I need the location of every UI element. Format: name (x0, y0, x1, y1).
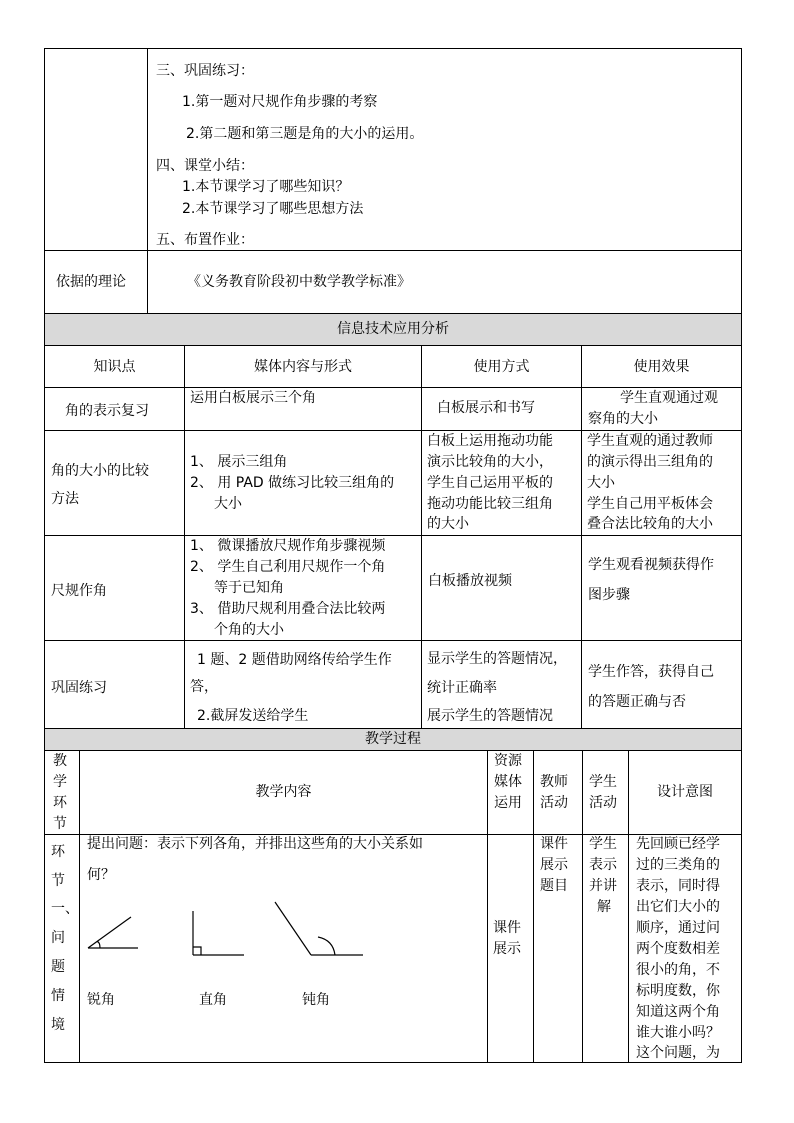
stage-char-5: 题 (51, 959, 65, 975)
row3-effect-line2: 图步骤 (588, 587, 630, 603)
stage-char-7: 境 (51, 1017, 65, 1033)
row2-usage-line4: 拖动功能比较三组角 (427, 496, 553, 512)
practice-item-1: 1.第一题对尺规作角步骤的考察 (182, 94, 378, 110)
student-line2: 表示 (589, 857, 617, 873)
header-usage: 使用方式 (473, 359, 530, 375)
teacher-line3: 题目 (540, 878, 568, 894)
intent-line5: 顺序，通过问 (636, 920, 720, 936)
stage-char-6: 情 (51, 988, 65, 1004)
intent-line8: 标明度数，你 (636, 983, 720, 999)
teacher-line2: 展示 (540, 857, 568, 873)
row4-effect-line1: 学生作答，获得自己 (588, 664, 714, 680)
intent-line3: 表示，同时得 (636, 878, 720, 894)
resource-line2: 展示 (493, 941, 521, 957)
row2-effect-line3: 大小 (587, 475, 615, 491)
process-title: 教学过程 (365, 731, 421, 747)
header-student-1: 学生 (589, 774, 617, 790)
summary-item-1: 1.本节课学习了哪些知识？ (182, 179, 350, 195)
row2-usage-line3: 学生自己运用平板的 (427, 475, 553, 491)
intent-line2: 过的三类角的 (636, 857, 720, 873)
row2-point-line1: 角的大小的比较 (51, 463, 149, 479)
section-heading-summary: 四、课堂小结： (156, 158, 254, 174)
row2-usage-line5: 的大小 (427, 516, 469, 532)
row3-point: 尺规作角 (51, 583, 107, 599)
row2-effect-line1: 学生直观的通过教师 (587, 433, 713, 449)
row1-usage: 白板展示和书写 (437, 400, 535, 416)
stage-char-1: 环 (51, 844, 65, 860)
practice-item-2: 2.第二题和第三题是角的大小的运用。 (186, 126, 424, 142)
acute-angle-figure (88, 917, 138, 948)
label-obtuse: 钝角 (302, 992, 330, 1008)
header-effect: 使用效果 (633, 359, 690, 375)
header-teacher-2: 活动 (540, 795, 568, 811)
row1-media: 运用白板展示三个角 (190, 390, 316, 406)
header-resource-3: 运用 (494, 795, 522, 811)
row2-point-line2: 方法 (51, 491, 79, 507)
row3-media-line4: 3、 借助尺规利用叠合法比较两 (190, 601, 386, 617)
obtuse-angle-figure (275, 902, 363, 955)
student-line3: 并讲 (589, 878, 617, 894)
header-resource-2: 媒体 (494, 774, 522, 790)
row3-media-line3: 等于已知角 (214, 580, 284, 596)
student-line4: 解 (597, 899, 611, 915)
label-right: 直角 (199, 992, 227, 1008)
header-resource-1: 资源 (494, 753, 522, 769)
row4-media-line1: 1 题、2 题借助网络传给学生作 (197, 652, 392, 668)
header-stage-1: 教 (53, 753, 67, 769)
row3-media-line5: 个角的大小 (214, 622, 284, 638)
content-question-line2: 何？ (87, 867, 115, 883)
intent-line9: 知道这两个角 (636, 1004, 720, 1020)
row4-media-line3: 2.截屏发送给学生 (197, 708, 309, 724)
it-analysis-title: 信息技术应用分析 (337, 321, 449, 337)
row3-media-line1: 1、 微课播放尺规作角步骤视频 (190, 538, 386, 554)
row2-media-line2: 2、 用 PAD 做练习比较三组角的 (190, 475, 395, 491)
row4-usage-line3: 展示学生的答题情况 (427, 708, 553, 724)
intent-line6: 两个度数相差 (636, 941, 720, 957)
row4-point: 巩固练习 (51, 680, 107, 696)
row2-media-line1: 1、 展示三组角 (190, 454, 288, 470)
intent-line7: 很小的角，不 (636, 962, 720, 978)
row4-media-line2: 答， (190, 679, 218, 695)
theory-value: 《义务教育阶段初中数学教学标准》 (187, 274, 411, 290)
header-content: 教学内容 (255, 784, 312, 800)
row2-media-line3: 大小 (214, 496, 242, 512)
right-angle-figure (193, 911, 244, 955)
intent-line1: 先回顾已经学 (636, 836, 720, 852)
section-heading-practice: 三、巩固练习： (156, 63, 254, 79)
row1-effect-line1: 学生直观通过观 (620, 390, 718, 406)
teacher-line1: 课件 (540, 836, 568, 852)
summary-item-2: 2.本节课学习了哪些思想方法 (182, 201, 364, 217)
row3-media-line2: 2、 学生自己利用尺规作一个角 (190, 559, 386, 575)
header-media: 媒体内容与形式 (254, 359, 352, 375)
label-acute: 锐角 (87, 992, 115, 1008)
theory-label: 依据的理论 (56, 274, 126, 290)
row4-usage-line1: 显示学生的答题情况， (427, 651, 567, 667)
header-stage-3: 环 (53, 795, 67, 811)
header-stage-2: 学 (53, 774, 67, 790)
intent-line11: 这个问题，为 (636, 1045, 720, 1061)
resource-line1: 课件 (493, 920, 521, 936)
row1-point: 角的表示复习 (65, 403, 149, 419)
row2-effect-line4: 学生自己用平板体会 (587, 496, 713, 512)
header-knowledge-point: 知识点 (93, 359, 136, 375)
row2-effect-line2: 的演示得出三组角的 (587, 454, 713, 470)
intent-line10: 谁大谁小吗？ (636, 1025, 720, 1041)
row2-effect-line5: 叠合法比较角的大小 (587, 516, 713, 532)
section-heading-homework: 五、布置作业： (156, 232, 254, 248)
row2-usage-line2: 演示比较角的大小， (427, 454, 553, 470)
stage-char-4: 问 (51, 930, 65, 946)
stage-char-3: 一、 (51, 901, 79, 917)
header-stage-4: 节 (53, 816, 67, 832)
content-question-line1: 提出问题：表示下列各角，并排出这些角的大小关系如 (87, 836, 423, 852)
header-student-2: 活动 (589, 795, 617, 811)
row3-effect-line1: 学生观看视频获得作 (588, 557, 714, 573)
header-teacher-1: 教师 (540, 774, 568, 790)
row4-effect-line2: 的答题正确与否 (588, 694, 686, 710)
row1-effect-line2: 察角的大小 (588, 411, 658, 427)
intent-line4: 出它们大小的 (636, 899, 720, 915)
student-line1: 学生 (589, 836, 617, 852)
row3-usage: 白板播放视频 (428, 573, 512, 589)
row4-usage-line2: 统计正确率 (427, 680, 497, 696)
header-intent: 设计意图 (657, 784, 713, 800)
row2-usage-line1: 白板上运用拖动功能 (427, 433, 553, 449)
stage-char-2: 节 (51, 873, 65, 889)
